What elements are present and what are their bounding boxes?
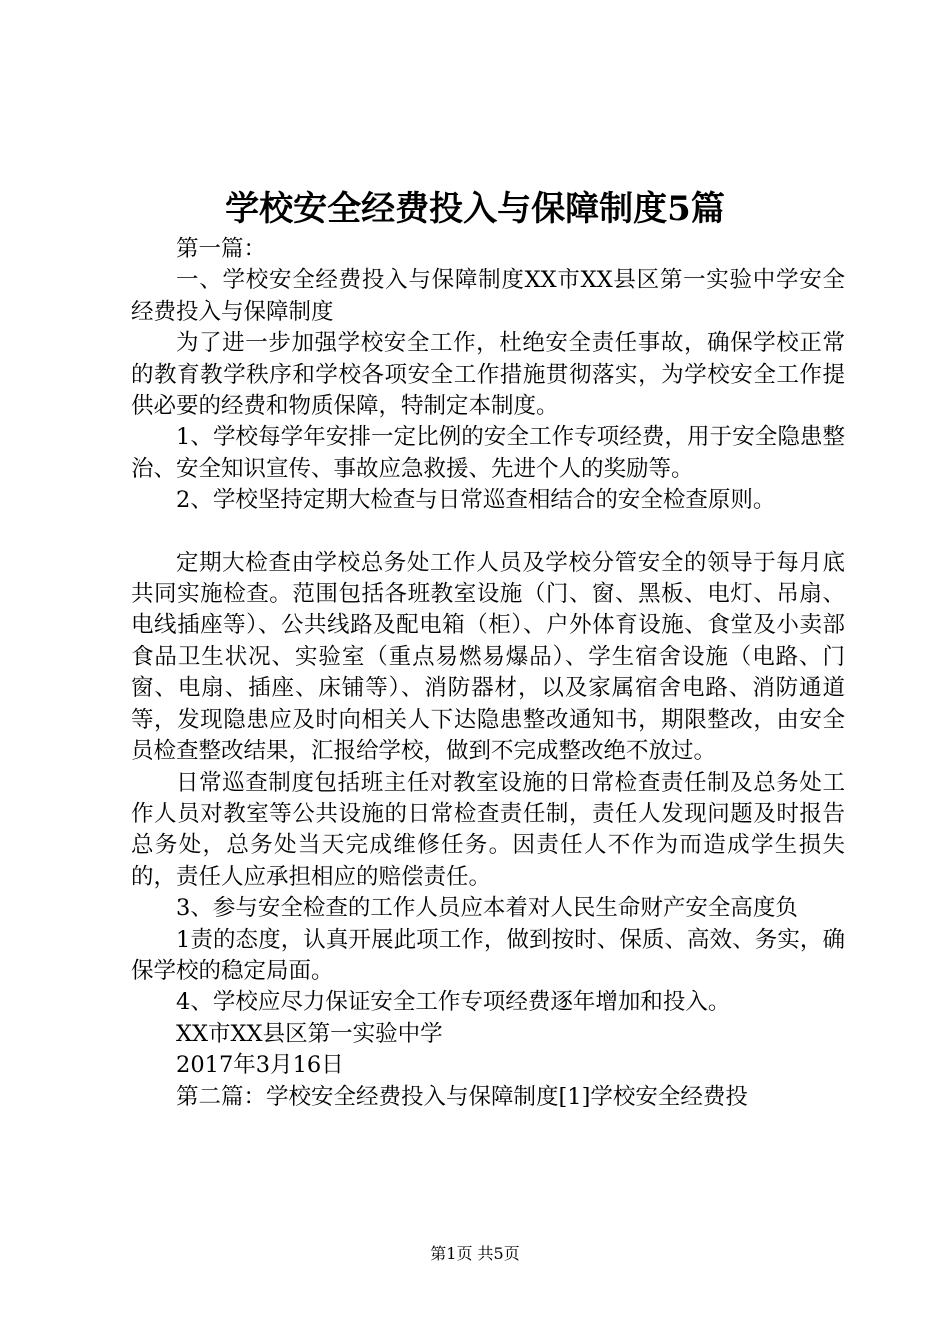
paragraph-subtitle: 一、学校安全经费投入与保障制度XX市XX县区第一实验中学安全经费投入与保障制度 <box>131 267 845 325</box>
paragraph-signature-org: XX市XX县区第一实验中学 <box>176 1020 443 1047</box>
paragraph-daily-inspection: 日常巡查制度包括班主任对教室设施的日常检查责任制及总务处工作人员对教室等公共设施的日常检查责任制，责任人发现问题及时报告总务处，总务处当天完成维修任务。因责任人不作为而造成学生损失的，责任人应承担相应的赔偿责任。 <box>131 769 845 890</box>
paragraph-gap <box>131 517 845 548</box>
paragraph-intro: 为了进一步加强学校安全工作，杜绝安全责任事故，确保学校正常的教育教学秩序和学校各项安全工作措施贯彻落实，为学校安全工作提供必要的经费和物质保障，特制定本制度。 <box>131 330 845 420</box>
document-title: 学校安全经费投入与保障制度5篇 <box>225 189 725 229</box>
paragraph-section-2-heading: 第二篇：学校安全经费投入与保障制度[1]学校安全经费投 <box>176 1083 748 1110</box>
paragraph-regular-inspection: 定期大检查由学校总务处工作人员及学校分管安全的领导于每月底共同实施检查。范围包括各班教室设施（门、窗、黑板、电灯、吊扇、电线插座等）、公共线路及配电箱（柜）、户外体育设施、食堂及小卖部食品卫生状况、实验室（重点易燃易爆品）、学生宿舍设施（电路、门窗、电扇、插座、床铺等）、消防器材，以及家属宿舍电路、消防通道等，发现隐患应及时向相关人下达隐患整改通知书，期限整改，由安全员检查整改结果，汇报给学校，做到不完成整改绝不放过。 <box>131 549 845 765</box>
paragraph-item-3: 3、参与安全检查的工作人员应本着对人民生命财产安全高度负 <box>176 895 798 922</box>
document-body <box>131 234 845 1113</box>
paragraph-item-4: 4、学校应尽力保证安全工作专项经费逐年增加和投入。 <box>176 989 731 1016</box>
paragraph-section-heading: 第一篇： <box>176 236 267 262</box>
paragraph-item-2: 2、学校坚持定期大检查与日常巡查相结合的安全检查原则。 <box>176 487 776 514</box>
paragraph-signature-date: 2017年3月16日 <box>176 1052 344 1079</box>
paragraph-item-3-continued: 1责的态度，认真开展此项工作，做到按时、保质、高效、务实，确保学校的稳定局面。 <box>131 926 845 984</box>
page-footer: 第1页 共5页 <box>430 1244 520 1263</box>
paragraph-item-1: 1、学校每学年安排一定比例的安全工作专项经费，用于安全隐患整治、安全知识宣传、事故应急救援、先进个人的奖励等。 <box>131 424 845 482</box>
